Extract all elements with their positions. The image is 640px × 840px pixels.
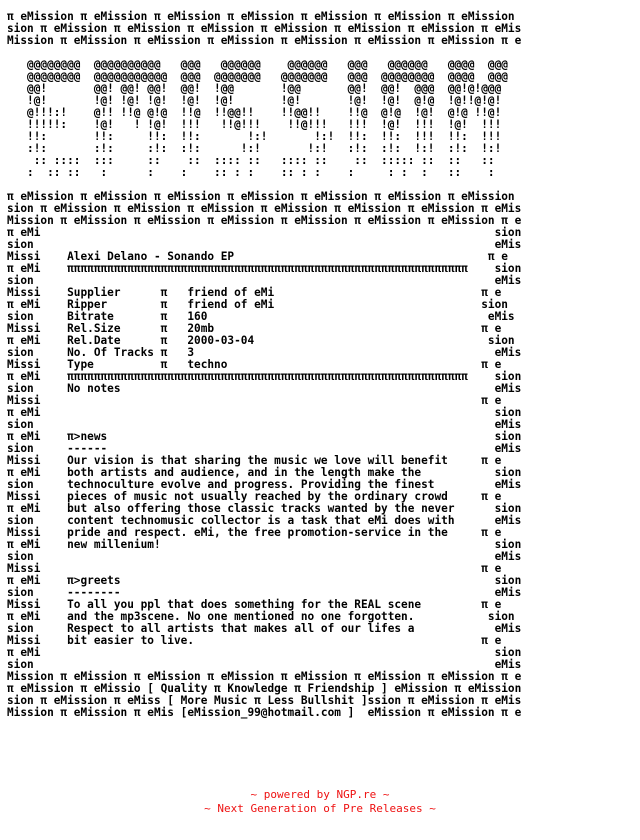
nfo-line: π eMi π>news sion	[7, 430, 522, 443]
nfo-line: π eMission π eMission π eMission π eMission π eMission π eMission π eMission	[7, 10, 515, 23]
nfo-line: sion content technomusic collector is a task that eMi does with eMis	[7, 514, 522, 527]
nfo-line: sion π eMission π eMission π eMission π eMission π eMission π eMission π eMis	[7, 22, 522, 35]
nfo-line: Missi Rel.Size π 20mb π e	[7, 322, 502, 335]
nfo-line: : :: :: : : : :: : : :: : : : : : : :: :	[7, 166, 495, 179]
nfo-line: @@@@@@@@ @@@@@@@@@@ @@@ @@@@@@ @@@@@@ @@@ @@@@@@ @@@@ @@@	[7, 58, 508, 71]
nfo-line: :!: :!: :!: :!: !:! !:! :!: :!: !:! :!: !:!	[7, 142, 502, 155]
nfo-line: π eMi Rel.Date π 2000-03-04 sion	[7, 334, 515, 347]
nfo-line: sion Respect to all artists that makes all of our lifes a eMis	[7, 622, 522, 635]
nfo-line: !!: !!: !!: !!: !:! !:! !!: !!: !!! !!: !!!	[7, 130, 502, 143]
nfo-line: π eMi sion	[7, 226, 522, 239]
nfo-line: @@! @@! @@! @@! @@! !@@ !@@ @@! @@! @@@ @@!@!@@@	[7, 82, 502, 95]
nfo-line: Missi pride and respect. eMi, the free promotion-service in the π e	[7, 526, 502, 539]
nfo-line: sion ------ eMis	[7, 442, 522, 455]
footer-tagline: ~ Next Generation of Pre Releases ~	[204, 802, 436, 815]
nfo-line: Missi π e	[7, 562, 502, 575]
nfo-line: π eMi but also offering those classic tracks wanted by the never sion	[7, 502, 522, 515]
footer-powered-by: ~ powered by NGP.re ~	[250, 788, 390, 801]
nfo-line: π eMi ππππππππππππππππππππππππππππππππππππππππππππππππππππππππππππ sion	[7, 370, 522, 383]
nfo-line: Mission π eMission π eMission π eMission π eMission π eMission π eMission π e	[7, 34, 522, 47]
nfo-line: π eMi and the mp3scene. No one mentioned no one forgotten. sion	[7, 610, 515, 623]
nfo-line: Missi Supplier π friend of eMi π e	[7, 286, 502, 299]
nfo-line: π eMi sion	[7, 646, 522, 659]
nfo-line: sion No. Of Tracks π 3 eMis	[7, 346, 522, 359]
nfo-line: Missi To all you ppl that does something for the REAL scene π e	[7, 598, 502, 611]
nfo-line: Missi π e	[7, 394, 502, 407]
nfo-line: :: :::: ::: :: :: :::: :: :::: :: :: ::::: :: :: ::	[7, 154, 495, 167]
nfo-line: sion eMis	[7, 550, 522, 563]
nfo-line: π eMi Ripper π friend of eMi sion	[7, 298, 508, 311]
nfo-line: @!!!:! @!! !!@ @!@ !!@ !!@@!! !!@@!! !!@ @!@ !@! @!@ !!@!	[7, 106, 502, 119]
nfo-line: sion technoculture evolve and progress. Providing the finest eMis	[7, 478, 522, 491]
nfo-line: Missi Our vision is that sharing the music we love will benefit π e	[7, 454, 502, 467]
nfo-line: Missi Alexi Delano - Sonando EP π e	[7, 250, 508, 263]
nfo-line: sion eMis	[7, 238, 522, 251]
nfo-line: Missi pieces of music not usually reached by the ordinary crowd π e	[7, 490, 502, 503]
nfo-line: Mission π eMission π eMission π eMission π eMission π eMission π eMission π e	[7, 214, 522, 227]
nfo-line: π eMission π eMissio [ Quality π Knowledge π Friendship ] eMission π eMission	[7, 682, 522, 695]
nfo-line: sion No notes eMis	[7, 382, 522, 395]
nfo-line: sion eMis	[7, 274, 522, 287]
nfo-line: Missi Type π techno π e	[7, 358, 502, 371]
nfo-line: sion eMis	[7, 658, 522, 671]
nfo-line: sion eMis	[7, 418, 522, 431]
nfo-line: @@@@@@@@ @@@@@@@@@@@ @@@ @@@@@@@ @@@@@@@ @@@ @@@@@@@@ @@@@ @@@	[7, 70, 508, 83]
nfo-line: π eMi ππππππππππππππππππππππππππππππππππππππππππππππππππππππππππππ sion	[7, 262, 522, 275]
nfo-line: π eMi π>greets sion	[7, 574, 522, 587]
footer	[0, 788, 640, 816]
nfo-line: Missi bit easier to live. π e	[7, 634, 502, 647]
nfo-line: sion π eMission π eMission π eMission π eMission π eMission π eMission π eMis	[7, 202, 522, 215]
nfo-line: Mission π eMission π eMission π eMission π eMission π eMission π eMission π e	[7, 670, 522, 683]
nfo-line: !@! !@! !@! !@! !@! !@! !@! !@! !@! @!@ !@!!@!@!	[7, 94, 502, 107]
nfo-line: Mission π eMission π eMis [eMission_99@hotmail.com ] eMission π eMission π e	[7, 706, 522, 719]
nfo-line: !!!!!: !@! ! !@! !!! !!@!!! !!@!!! !!! !@! !!! !@! !!!	[7, 118, 502, 131]
nfo-line: π eMission π eMission π eMission π eMission π eMission π eMission π eMission	[7, 190, 515, 203]
nfo-line: sion π eMission π eMiss [ More Music π Less Bullshit ]ssion π eMission π eMis	[7, 694, 522, 707]
nfo-line: sion -------- eMis	[7, 586, 522, 599]
nfo-line: sion Bitrate π 160 eMis	[7, 310, 515, 323]
nfo-line: π eMi both artists and audience, and in the length make the sion	[7, 466, 522, 479]
nfo-text	[7, 11, 521, 719]
nfo-line: π eMi new millenium! sion	[7, 538, 522, 551]
nfo-line: π eMi sion	[7, 406, 522, 419]
